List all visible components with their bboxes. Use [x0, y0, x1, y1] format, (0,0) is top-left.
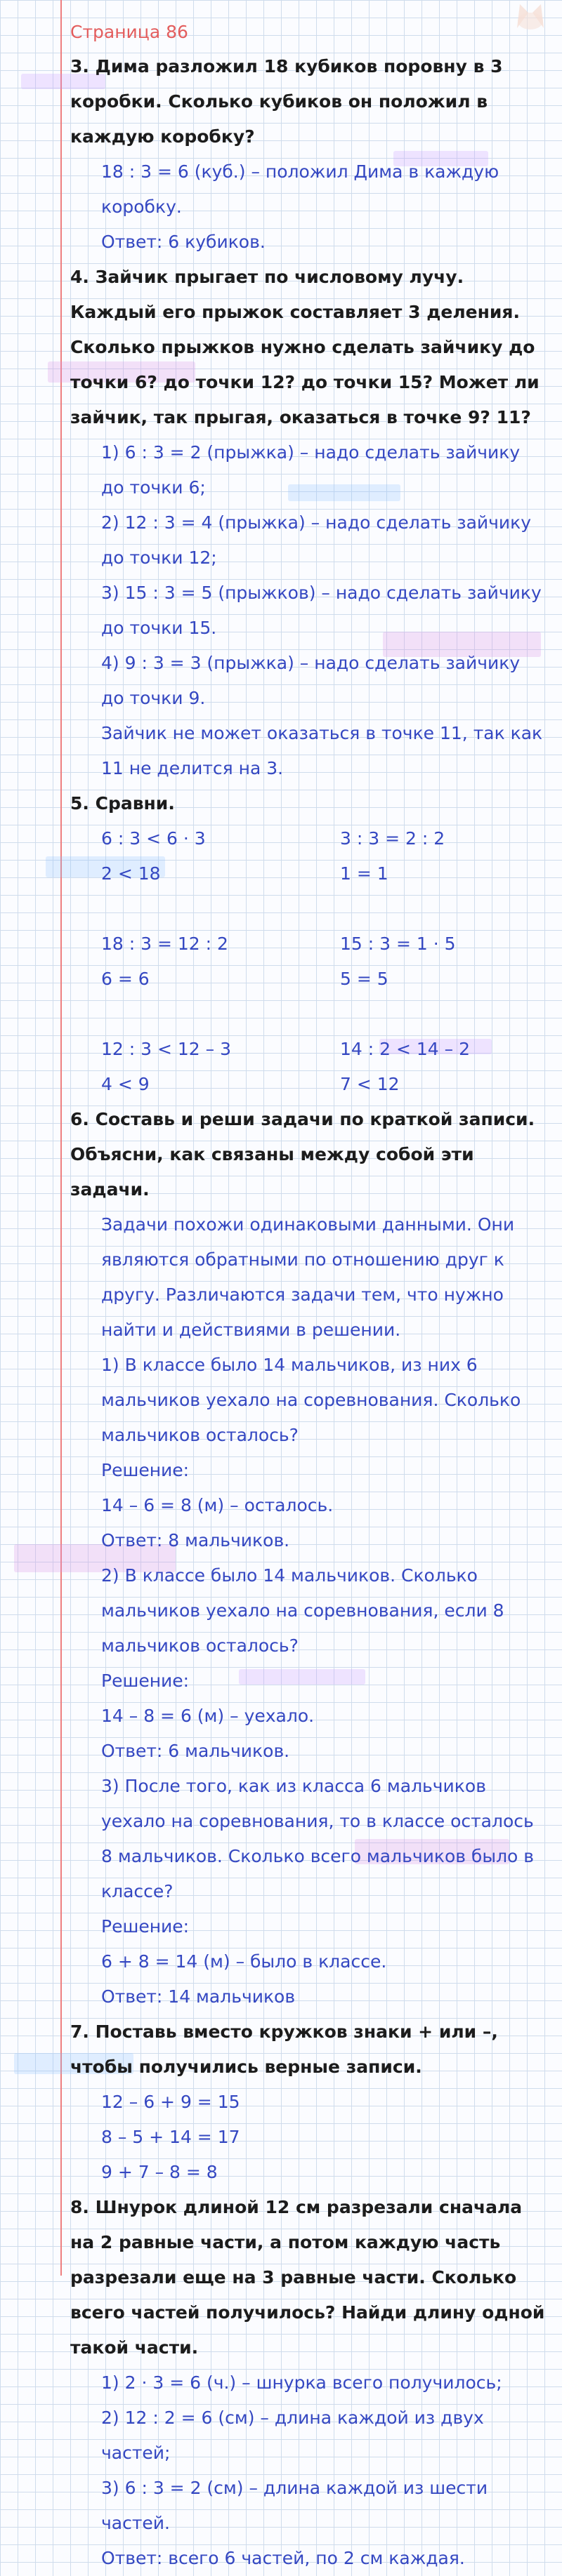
compare-row	[70, 927, 548, 962]
task4-conclusion: Зайчик не может оказаться в точке 11, так как 11 не делится на 3.	[101, 723, 549, 778]
task7-text: 7. Поставь вместо кружков знаки + или –, чтобы получились верные записи.	[70, 2021, 504, 2077]
task8-text: 8. Шнурок длиной 12 см разрезали сначала на 2 равные части, а потом каждую часть разрезали еще на 3 равные части. Сколько всего частей получилось? Найди длину одной такой части.	[70, 2197, 551, 2358]
compare-row	[70, 1067, 548, 1102]
compare-expr: 14 : 2 < 14 – 2	[340, 1039, 470, 1059]
page-content	[70, 15, 551, 2576]
task6-answer: Ответ: 6 мальчиков.	[101, 1741, 290, 1761]
compare-row	[70, 821, 548, 856]
task6-answer: Ответ: 14 мальчиков	[101, 1986, 296, 2007]
task6-solution-label: Решение:	[101, 1916, 190, 1937]
margin-line	[60, 0, 62, 2276]
compare-result: 2 < 18	[101, 863, 161, 884]
task6-solution: 6 + 8 = 14 (м) – было в классе.	[101, 1951, 387, 1972]
compare-result: 7 < 12	[340, 1074, 400, 1094]
task3-solution: 18 : 3 = 6 (куб.) – положил Дима в каждую коробку.	[101, 161, 505, 217]
compare-expr: 12 : 3 < 12 – 3	[101, 1039, 231, 1059]
task4-step-3: 3) 15 : 3 = 5 (прыжков) – надо сделать зайчику до точки 15.	[101, 583, 547, 638]
task8-step-3: 3) 6 : 3 = 2 (см) – длина каждой из шести частей.	[101, 2478, 494, 2533]
task8-step-2: 2) 12 : 2 = 6 (см) – длина каждой из двух частей;	[101, 2408, 490, 2463]
task5-text: 5. Сравни.	[70, 793, 175, 814]
task6-solution-label: Решение:	[101, 1671, 190, 1691]
compare-expr: 18 : 3 = 12 : 2	[101, 934, 228, 954]
task6-problem-3: 3) После того, как из класса 6 мальчиков уехало на соревнования, то в классе осталось 8 мальчиков. Сколько всего мальчиков было в классе?	[101, 1776, 540, 1901]
compare-result: 5 = 5	[340, 969, 388, 989]
task7-line: 9 + 7 – 8 = 8	[101, 2162, 218, 2182]
page-title: Страница 86	[70, 22, 188, 42]
task7-line: 12 – 6 + 9 = 15	[101, 2092, 240, 2112]
compare-row	[70, 1032, 548, 1067]
task6-problem-1: 1) В классе было 14 мальчиков, из них 6 мальчиков уехало на соревнования. Сколько мальчиков осталось?	[101, 1355, 527, 1445]
compare-result: 6 = 6	[101, 969, 150, 989]
compare-expr: 3 : 3 = 2 : 2	[340, 828, 445, 849]
task4-step-4: 4) 9 : 3 = 3 (прыжка) – надо сделать зайчику до точки 9.	[101, 653, 526, 708]
task6-solution-label: Решение:	[101, 1460, 190, 1480]
task6-answer: Ответ: 8 мальчиков.	[101, 1530, 290, 1551]
compare-row	[70, 856, 548, 891]
task3-answer: Ответ: 6 кубиков.	[101, 232, 266, 252]
task6-problem-2: 2) В классе было 14 мальчиков. Сколько мальчиков уехало на соревнования, если 8 мальчиков осталось?	[101, 1565, 510, 1656]
task4-text: 4. Зайчик прыгает по числовому лучу. Каждый его прыжок составляет 3 деления. Сколько прыжков нужно сделать зайчику до точки 6? до точки 12? до точки 15? Может ли зайчик, так прыгая, оказаться в точке 9? 11?	[70, 267, 546, 427]
task6-solution: 14 – 8 = 6 (м) – уехало.	[101, 1706, 315, 1726]
task4-step-1: 1) 6 : 3 = 2 (прыжка) – надо сделать зайчику до точки 6;	[101, 442, 526, 498]
task6-text: 6. Составь и реши задачи по краткой записи. Объясни, как связаны между собой эти задачи.	[70, 1109, 541, 1200]
task7-line: 8 – 5 + 14 = 17	[101, 2127, 240, 2147]
compare-result: 4 < 9	[101, 1074, 150, 1094]
task6-intro: Задачи похожи одинаковыми данными. Они являются обратными по отношению друг к другу. Различаются задачи тем, что нужно найти и действиями в решении.	[101, 1214, 521, 1340]
task8-answer: Ответ: всего 6 частей, по 2 см каждая.	[101, 2548, 465, 2568]
task4-step-2: 2) 12 : 3 = 4 (прыжка) – надо сделать зайчику до точки 12;	[101, 512, 537, 568]
task3-text: 3. Дима разложил 18 кубиков поровну в 3 коробки. Сколько кубиков он положил в каждую коробку?	[70, 56, 509, 147]
compare-result: 1 = 1	[340, 863, 388, 884]
task8-step-1: 1) 2 · 3 = 6 (ч.) – шнурка всего получилось;	[101, 2372, 502, 2393]
task6-solution: 14 – 6 = 8 (м) – осталось.	[101, 1495, 334, 1515]
compare-expr: 15 : 3 = 1 · 5	[340, 934, 456, 954]
compare-expr: 6 : 3 < 6 · 3	[101, 828, 206, 849]
compare-row	[70, 962, 548, 997]
